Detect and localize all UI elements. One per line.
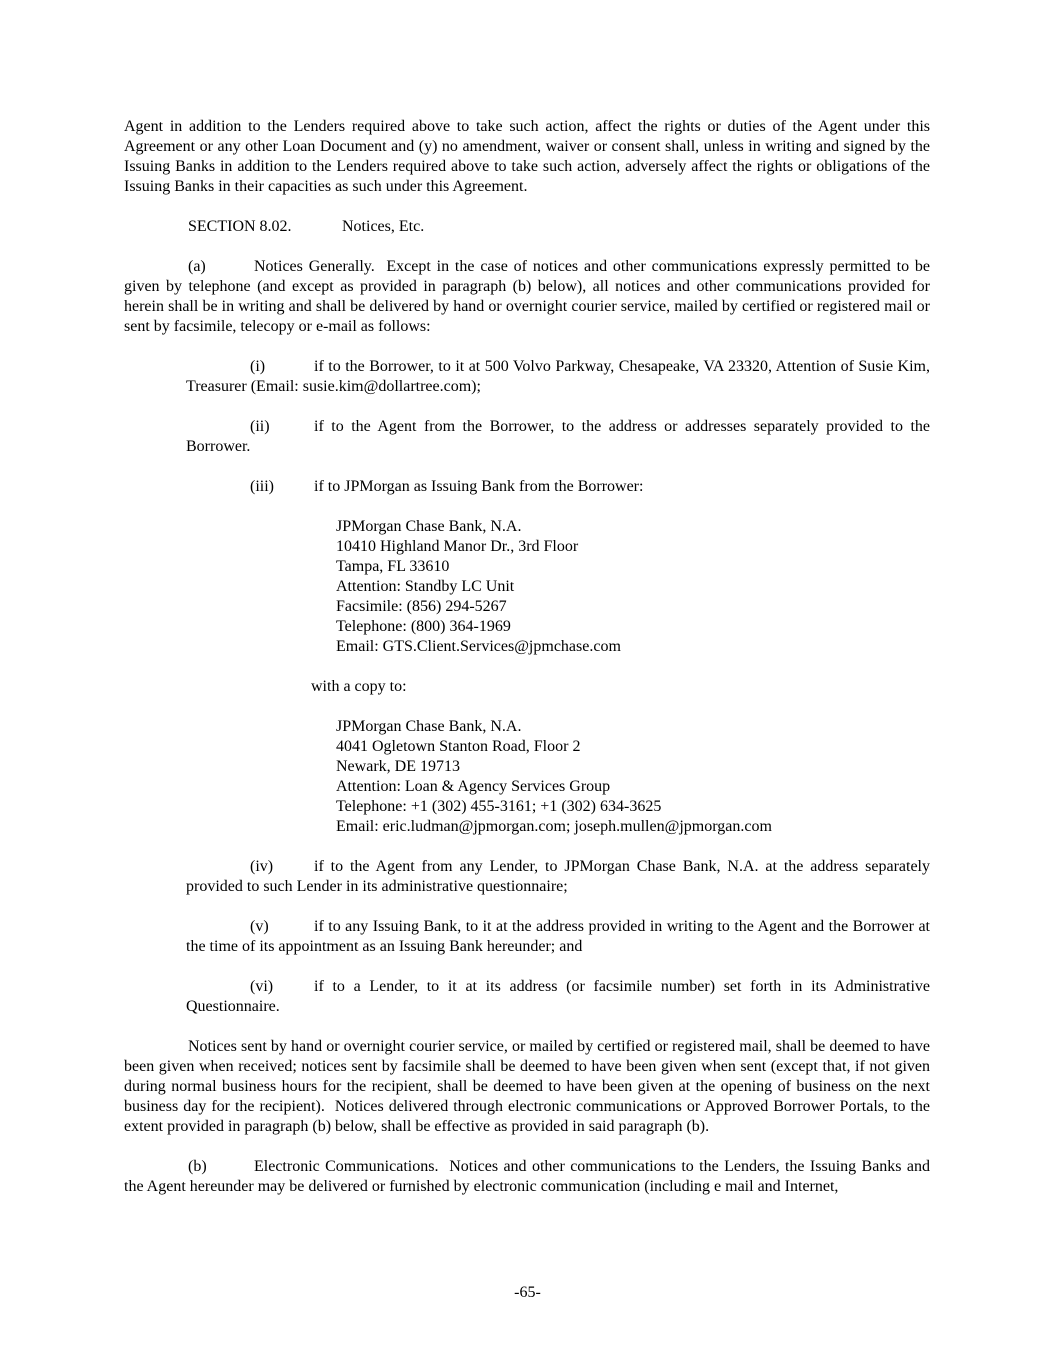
address-line: Telephone: +1 (302) 455-3161; +1 (302) 634-3625 — [336, 798, 662, 815]
list-item-ii-text: if to the Agent from the Borrower, to the address or addresses separately provided to the Borrower. — [186, 418, 930, 455]
paragraph-a — [124, 257, 930, 337]
list-item-vi — [186, 977, 930, 1017]
address-line: Email: eric.ludman@jpmorgan.com; joseph.mullen@jpmorgan.com — [336, 818, 772, 835]
address-line: 4041 Ogletown Stanton Road, Floor 2 — [336, 738, 581, 755]
list-item-iii-label: (iii) — [250, 478, 274, 495]
address-line: 10410 Highland Manor Dr., 3rd Floor — [336, 538, 579, 555]
list-item-vi-label: (vi) — [250, 978, 274, 995]
list-item-ii-label: (ii) — [250, 418, 270, 435]
paragraph-a-text: Notices Generally. Except in the case of notices and other communications expressly permitted to be given by telephone (and except as provided in paragraph (b) below), all notices and other communications provided for herein shall be in writing and shall be delivered by hand or overnight courier service, mailed by certified or registered mail or sent by facsimile, telecopy or e-mail as follows: — [124, 258, 930, 335]
address-line: Attention: Standby LC Unit — [336, 578, 515, 595]
list-item-v-label: (v) — [250, 918, 269, 935]
list-item-iv-text: if to the Agent from any Lender, to JPMorgan Chase Bank, N.A. at the address separately provided to such Lender in its administrative questionnaire; — [186, 858, 930, 895]
address-block-issuing-bank — [336, 517, 930, 657]
list-item-vi-text: if to a Lender, to it at its address (or facsimile number) set forth in its Administrative Questionnaire. — [186, 978, 930, 1015]
list-item-v-text: if to any Issuing Bank, to it at the address provided in writing to the Agent and the Borrower at the time of its appointment as an Issuing Bank hereunder; and — [186, 918, 930, 955]
address-block-copy — [336, 717, 930, 837]
section-heading — [124, 217, 930, 237]
list-item-iii — [186, 477, 930, 497]
address-line: JPMorgan Chase Bank, N.A. — [336, 718, 522, 735]
paragraph-a-label: (a) — [188, 258, 206, 275]
address-line: Telephone: (800) 364-1969 — [336, 618, 511, 635]
paragraph-b-label: (b) — [188, 1158, 207, 1175]
paragraph-notices-effectiveness: Notices sent by hand or overnight courier service, or mailed by certified or registered mail, shall be deemed to have been given when received; notices sent by facsimile shall be deemed to have been given when sent (except that, if not given during normal business hours for the recipient, shall be deemed to have been given at the opening of business on the next business day for the recipient). Notices delivered through electronic communications or Approved Borrower Portals, to the extent provided in paragraph (b) below, shall be effective as provided in said paragraph (b). — [124, 1038, 930, 1135]
list-item-i — [186, 357, 930, 397]
address-line: Newark, DE 19713 — [336, 758, 460, 775]
section-number: SECTION 8.02. — [188, 218, 292, 235]
address-line: JPMorgan Chase Bank, N.A. — [336, 518, 522, 535]
page-number: -65- — [514, 1284, 541, 1301]
list-item-ii — [186, 417, 930, 457]
list-item-iv-label: (iv) — [250, 858, 274, 875]
list-item-iv — [186, 857, 930, 897]
address-line: Facsimile: (856) 294-5267 — [336, 598, 507, 615]
list-item-v — [186, 917, 930, 957]
address-line: Email: GTS.Client.Services@jpmchase.com — [336, 638, 621, 655]
address-line: Attention: Loan & Agency Services Group — [336, 778, 611, 795]
list-item-iii-text: if to JPMorgan as Issuing Bank from the Borrower: — [314, 478, 644, 495]
list-item-i-text: if to the Borrower, to it at 500 Volvo Parkway, Chesapeake, VA 23320, Attention of Susie Kim, Treasurer (Email: susie.kim@dollartree.com); — [186, 358, 930, 395]
address-line: Tampa, FL 33610 — [336, 558, 450, 575]
paragraph-intro: Agent in addition to the Lenders required above to take such action, affect the rights or duties of the Agent under this Agreement or any other Loan Document and (y) no amendment, waiver or consent shall, unless in writing and signed by the Issuing Banks in addition to the Lenders required above to take such action, adversely affect the rights or obligations of the Issuing Banks in their capacities as such under this Agreement. — [124, 118, 930, 195]
page-footer — [0, 1283, 1055, 1303]
paragraph-b-text: Electronic Communications. Notices and other communications to the Lenders, the Issuing Banks and the Agent hereunder may be delivered or furnished by electronic communication (including e mail and Internet, — [124, 1158, 930, 1195]
list-item-i-label: (i) — [250, 358, 266, 375]
section-title: Notices, Etc. — [342, 218, 425, 235]
paragraph-b — [124, 1157, 930, 1197]
copy-note: with a copy to: — [311, 678, 407, 695]
page-content — [124, 117, 930, 1217]
